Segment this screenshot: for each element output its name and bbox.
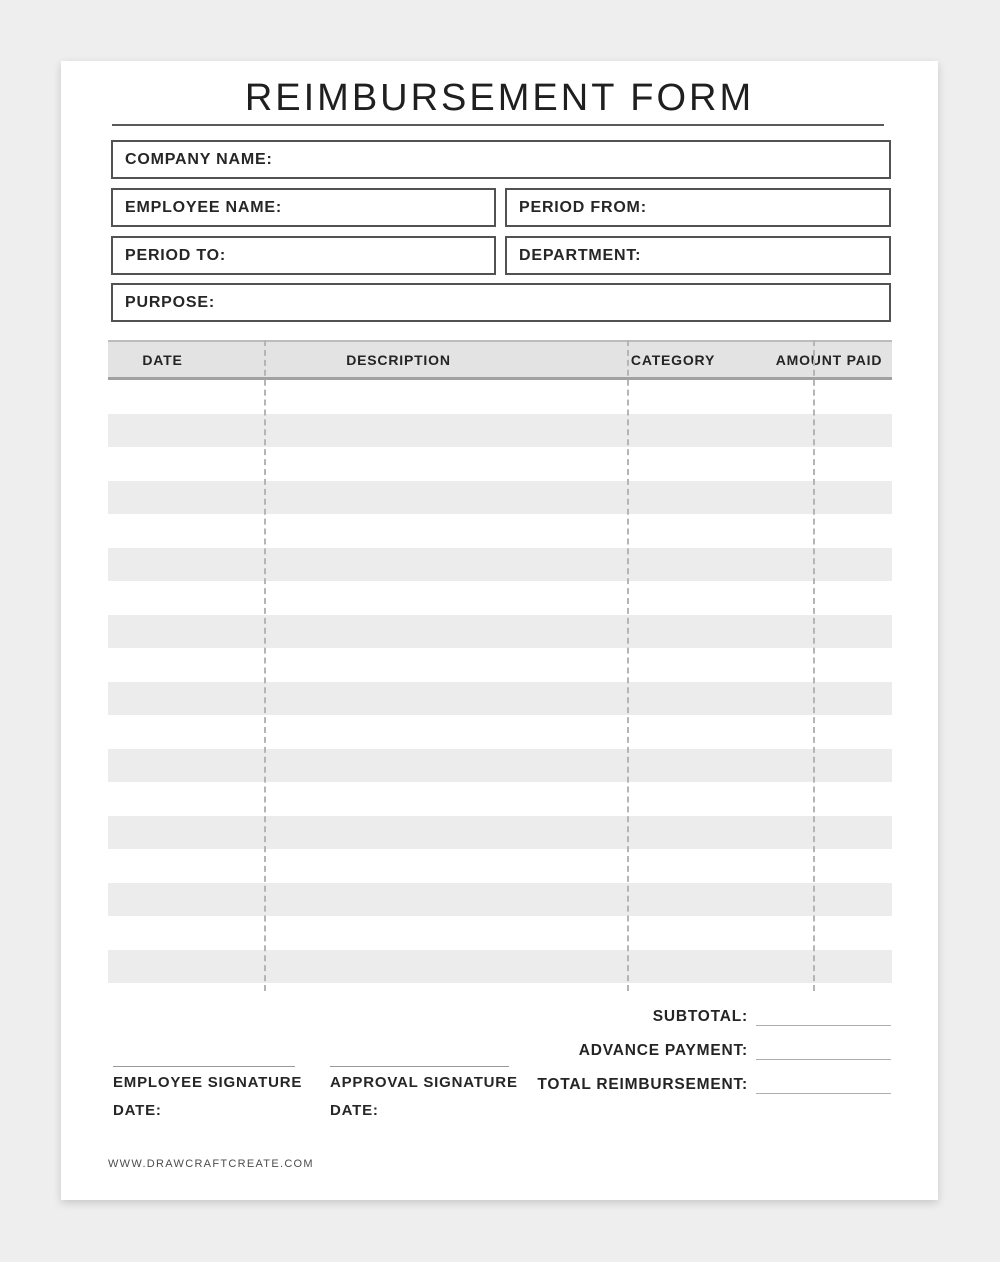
- website-url: WWW.DRAWCRAFTCREATE.COM: [108, 1158, 314, 1170]
- column-header-category: CATEGORY: [630, 351, 716, 368]
- table-row[interactable]: [108, 380, 892, 414]
- approval-signature-date-label: DATE:: [330, 1102, 379, 1119]
- table-row[interactable]: [108, 447, 892, 481]
- table-row[interactable]: [108, 615, 892, 649]
- table-row[interactable]: [108, 782, 892, 816]
- employee-signature-date-label: DATE:: [113, 1102, 162, 1119]
- period-to-label: PERIOD TO:: [125, 246, 227, 264]
- expense-table-body: [108, 380, 892, 983]
- subtotal-label: SUBTOTAL:: [652, 1008, 748, 1025]
- advance-payment-row: [579, 1039, 891, 1060]
- table-row[interactable]: [108, 581, 892, 615]
- reimbursement-form-page: [61, 61, 938, 1200]
- table-row[interactable]: [108, 816, 892, 850]
- employee-name-label: EMPLOYEE NAME:: [125, 198, 282, 216]
- department-label: DEPARTMENT:: [519, 246, 642, 264]
- employee-name-field[interactable]: [111, 188, 496, 227]
- total-reimbursement-row: [537, 1073, 891, 1094]
- purpose-field[interactable]: [111, 283, 891, 322]
- table-row[interactable]: [108, 548, 892, 582]
- table-row[interactable]: [108, 849, 892, 883]
- table-row[interactable]: [108, 883, 892, 917]
- company-name-field[interactable]: [111, 140, 891, 179]
- column-divider-category-amount: [813, 340, 815, 991]
- column-divider-date-description: [264, 340, 266, 991]
- table-row[interactable]: [108, 916, 892, 950]
- approval-signature-label: APPROVAL SIGNATURE: [330, 1074, 518, 1091]
- approval-signature-line[interactable]: [330, 1066, 509, 1067]
- total-reimbursement-label: TOTAL REIMBURSEMENT:: [537, 1076, 748, 1093]
- table-row[interactable]: [108, 514, 892, 548]
- department-field[interactable]: [505, 236, 891, 275]
- column-header-date: DATE: [142, 351, 183, 368]
- column-header-amount-paid: AMOUNT PAID: [775, 351, 883, 368]
- expense-table: [108, 340, 892, 991]
- employee-signature-label: EMPLOYEE SIGNATURE: [113, 1074, 303, 1091]
- subtotal-row: [653, 1005, 891, 1026]
- table-row[interactable]: [108, 648, 892, 682]
- period-from-field[interactable]: [505, 188, 891, 227]
- table-row[interactable]: [108, 715, 892, 749]
- table-row[interactable]: [108, 749, 892, 783]
- title-divider: [112, 124, 884, 126]
- table-row[interactable]: [108, 950, 892, 984]
- page-title: REIMBURSEMENT FORM: [244, 77, 755, 119]
- advance-payment-value-line[interactable]: [756, 1042, 891, 1060]
- table-row[interactable]: [108, 682, 892, 716]
- advance-payment-label: ADVANCE PAYMENT:: [578, 1042, 748, 1059]
- period-from-label: PERIOD FROM:: [519, 198, 647, 216]
- total-reimbursement-value-line[interactable]: [756, 1076, 891, 1094]
- period-to-field[interactable]: [111, 236, 496, 275]
- employee-signature-line[interactable]: [113, 1066, 295, 1067]
- table-row[interactable]: [108, 481, 892, 515]
- table-row[interactable]: [108, 414, 892, 448]
- column-header-description: DESCRIPTION: [346, 351, 451, 368]
- subtotal-value-line[interactable]: [756, 1008, 891, 1026]
- purpose-label: PURPOSE:: [125, 293, 215, 311]
- company-name-label: COMPANY NAME:: [125, 150, 273, 168]
- expense-table-header: [108, 340, 892, 380]
- column-divider-description-category: [627, 340, 629, 991]
